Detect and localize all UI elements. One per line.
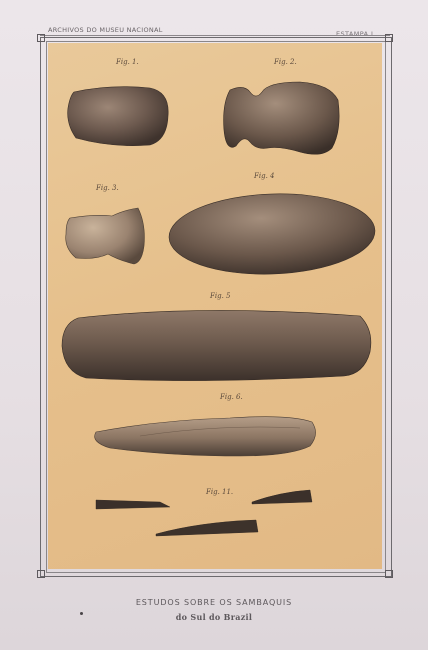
fig4-label: Fig. 4 [254, 172, 275, 180]
plate-number: ESTAMPA I [336, 30, 374, 38]
plate-subtitle: do Sul do Brazil [175, 612, 253, 622]
stone-pestle-fig5 [62, 310, 371, 380]
stone-chisel-fig11a [96, 500, 170, 509]
plate-title: ESTUDOS SOBRE OS SAMBAQUIS [135, 598, 293, 607]
stone-pestle-fig4 [168, 190, 377, 277]
stone-chisel-fig11b [252, 490, 312, 504]
fig2-label: Fig. 2. [274, 58, 297, 66]
fig5-label: Fig. 5 [210, 292, 231, 300]
stone-axe-fig2 [224, 82, 340, 154]
fig11-label: Fig. 11. [206, 488, 234, 496]
fig1-label: Fig. 1. [116, 58, 139, 66]
series-title: ARCHIVOS DO MUSEU NACIONAL [48, 26, 163, 34]
stone-chisel-fig11c [156, 520, 258, 536]
fig3-label: Fig. 3. [96, 184, 119, 192]
stone-axe-fig3 [66, 208, 145, 264]
stone-axe-fig1 [68, 87, 169, 146]
stone-blade-fig6 [95, 417, 316, 456]
fig6-label: Fig. 6. [220, 393, 243, 401]
